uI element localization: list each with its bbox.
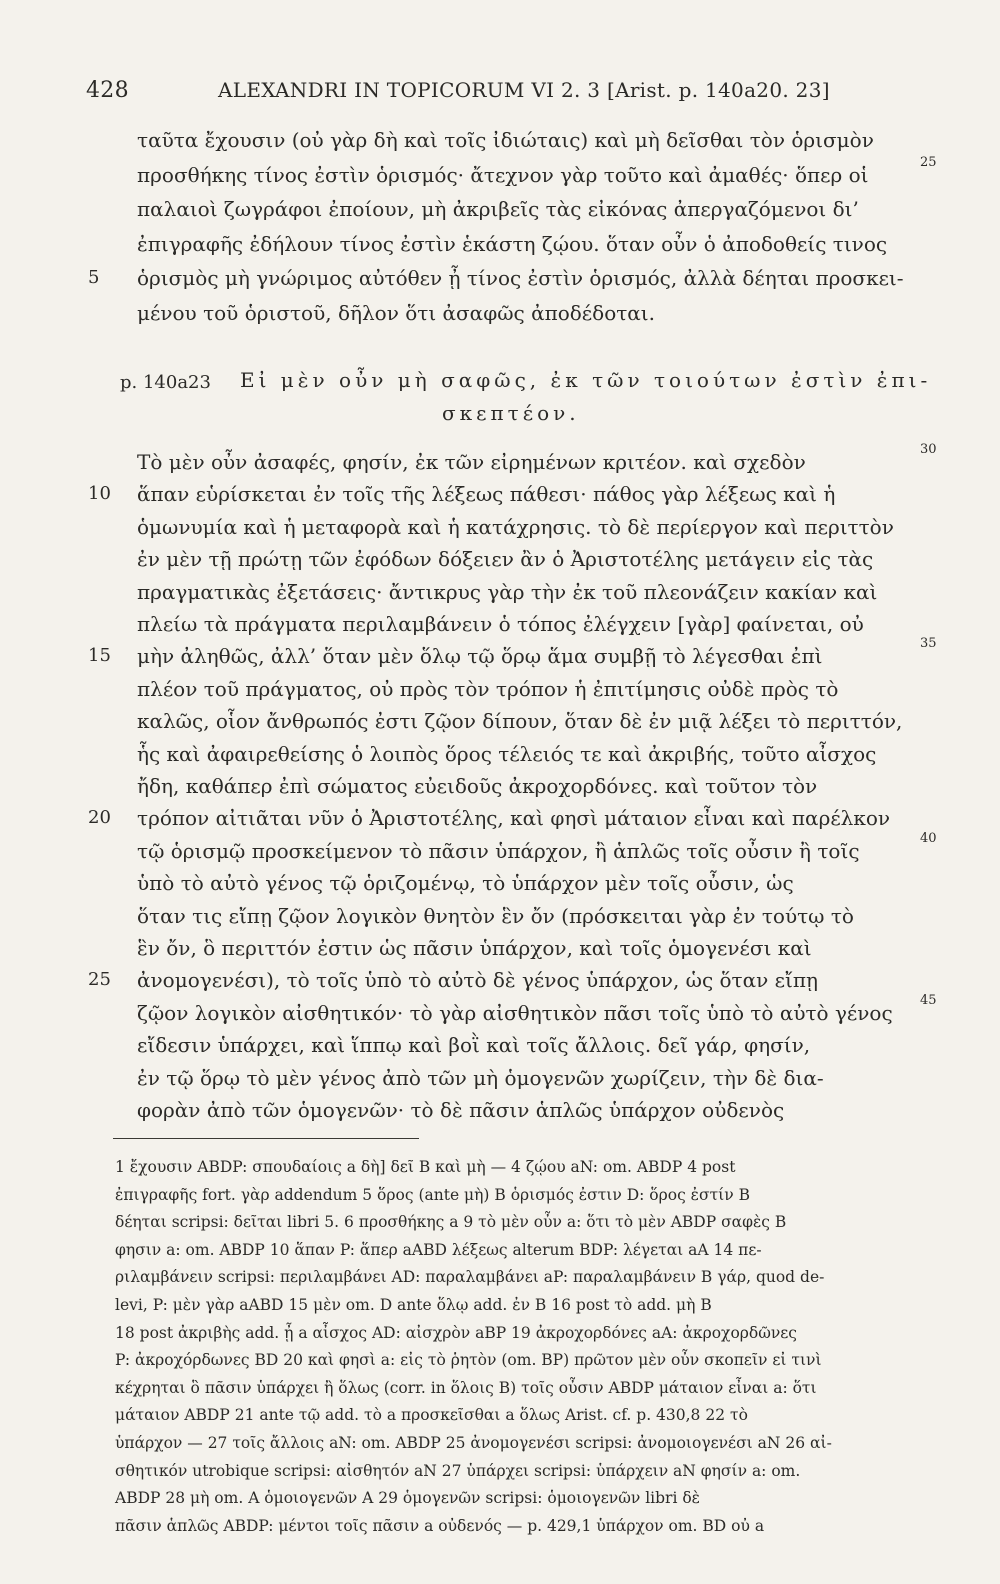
margin-line-number: 30: [920, 442, 937, 457]
margin-line-number: 45: [920, 992, 937, 1008]
body-text-line: Τὸ μὲν οὖν ἀσαφές, φησίν, ἐκ τῶν εἰρημένων κριτέον. καὶ σχεδὸν: [137, 450, 806, 474]
apparatus-line: κέχρηται ὃ πᾶσιν ὑπάρχει ἢ ὅλως (corr. in ὅλοις B) τοῖς οὖσιν ABDP μάταιον εἶναι a: ὅτι: [115, 1378, 817, 1397]
body-text-line: μὴν ἀληθῶς, ἀλλ’ ὅταν μὲν ὅλῳ τῷ ὅρῳ ἅμα συμβῇ τὸ λέγεσθαι ἐπὶ: [137, 644, 823, 669]
line-number: 15: [88, 645, 111, 667]
lemma-line-1: Εἰ μὲν οὖν μὴ σαφῶς, ἐκ τῶν τοιούτων ἐστὶν ἐπι-: [240, 368, 932, 392]
body-text-line: προσθήκης τίνος ἐστὶν ὁρισμός· ἄτεχνον γὰρ τοῦτο καὶ ἀμαθές· ὅπερ οἱ: [137, 162, 869, 187]
apparatus-line: ριλαμβάνειν scripsi: περιλαμβάνει AD: παραλαμβάνει aP: παραλαμβάνειν B γάρ, quod de-: [115, 1268, 825, 1287]
line-number: 5: [88, 267, 100, 288]
body-text-line: τρόπον αἰτιᾶται νῦν ὁ Ἀριστοτέλης, καὶ φησὶ μάταιον εἶναι καὶ παρέλκον: [137, 806, 891, 831]
body-text-line: εἴδεσιν ὑπάρχει, καὶ ἵππῳ καὶ βοῒ καὶ τοῖς ἄλλοις. δεῖ γάρ, φησίν,: [137, 1033, 811, 1058]
page-number: 428: [86, 78, 129, 103]
apparatus-line: πᾶσιν ἁπλῶς ABDP: μέντοι τοῖς πᾶσιν a οὐδενός — p. 429,1 ὑπάρχον om. BD οὐ a: [115, 1516, 765, 1535]
body-text-line: φορὰν ἀπὸ τῶν ὁμογενῶν· τὸ δὲ πᾶσιν ἁπλῶς ὑπάρχον οὐδενὸς: [137, 1098, 785, 1122]
footnote-rule: [113, 1138, 419, 1139]
lemma-line-2: σκεπτέον.: [442, 401, 580, 425]
line-number: 10: [88, 483, 111, 505]
body-text-line: ἐν μὲν τῇ πρώτῃ τῶν ἐφόδων δόξειεν ἂν ὁ Ἀριστοτέλης μετάγειν εἰς τὰς: [137, 547, 874, 572]
margin-line-number: 40: [920, 830, 937, 846]
body-text-line: ζῷον λογικὸν αἰσθητικόν· τὸ γὰρ αἰσθητικὸν πᾶσι τοῖς ὑπὸ τὸ αὐτὸ γένος: [137, 1000, 893, 1025]
body-text-line: ὅταν τις εἴπῃ ζῷον λογικὸν θνητὸν ἓν ὄν (πρόσκειται γὰρ ἐν τούτῳ τὸ: [137, 903, 854, 928]
apparatus-line: φησιν a: om. ABDP 10 ἅπαν P: ἅπερ aABD λέξεως alterum BDP: λέγεται aA 14 πε-: [115, 1240, 762, 1259]
body-text-line: πραγματικὰς ἐξετάσεις· ἄντικρυς γὰρ τὴν ἐκ τοῦ πλεονάζειν κακίαν καὶ: [137, 579, 878, 604]
apparatus-line: levi, P: μὲν γὰρ aABD 15 μὲν om. D ante ὅλῳ add. ἐν B 16 post τὸ add. μὴ B: [115, 1296, 712, 1314]
body-text-line: ἅπαν εὑρίσκεται ἐν τοῖς τῆς λέξεως πάθεσι· πάθος γὰρ λέξεως καὶ ἡ: [137, 482, 836, 507]
apparatus-line: δέηται scripsi: δεῖται libri 5. 6 προσθήκης a 9 τὸ μὲν οὖν a: ὅτι τὸ μὲν ABDP σαφὲς B: [115, 1213, 787, 1232]
apparatus-line: ἐπιγραφῆς fort. γὰρ addendum 5 ὅρος (ante μὴ) B ὁρισμός ἐστιν D: ὅρος ἐστίν B: [115, 1185, 750, 1204]
body-text-line: καλῶς, οἷον ἄνθρωπός ἐστι ζῷον δίπουν, ὅταν δὲ ἐν μιᾷ λέξει τὸ περιττόν,: [137, 709, 903, 734]
body-text-line: ὁμωνυμία καὶ ἡ μεταφορὰ καὶ ἡ κατάχρησις. τὸ δὲ περίεργον καὶ περιττὸν: [137, 514, 894, 539]
apparatus-line: P: ἀκροχόρδωνες BD 20 καὶ φησὶ a: εἰς τὸ ῥητὸν (om. BP) πρῶτον μὲν οὖν σκοπεῖν εἰ τινὶ: [115, 1351, 822, 1370]
body-text-line: ἀνομογενέσι), τὸ τοῖς ὑπὸ τὸ αὐτὸ δὲ γένος ὑπάρχον, ὡς ὅταν εἴπῃ: [137, 968, 818, 993]
body-text-line: ἐπιγραφῆς ἐδήλουν τίνος ἐστὶν ἑκάστη ζῴου. ὅταν οὖν ὁ ἀποδοθείς τινος: [137, 231, 888, 256]
lemma-reference: p. 140a23: [120, 372, 211, 393]
apparatus-line: μάταιον ABDP 21 ante τῷ add. τὸ a προσκεῖσθαι a ὅλως Arist. cf. p. 430,8 22 τὸ: [115, 1406, 748, 1425]
apparatus-line: σθητικόν utrobique scripsi: αἰσθητόν aN 27 ὑπάρχει scripsi: ὑπάρχειν aN φησίν a: om.: [115, 1461, 801, 1480]
apparatus-line: 1 ἔχουσιν ABDP: σπουδαίοις a δὴ] δεῖ B καὶ μὴ — 4 ζῴου aN: om. ABDP 4 post: [115, 1158, 736, 1176]
apparatus-line: ὑπάρχον — 27 τοῖς ἄλλοις aN: om. ABDP 25 ἀνομογενέσι scripsi: ἀνομοιογενέσι aN 26 αἰ-: [115, 1434, 832, 1452]
body-text-line: ἓν ὄν, ὃ περιττόν ἐστιν ὡς πᾶσιν ὑπάρχον, καὶ τοῖς ὁμογενέσι καὶ: [137, 936, 812, 960]
body-text-line: πλέον τοῦ πράγματος, οὐ πρὸς τὸν τρόπον ἡ ἐπιτίμησις οὐδὲ πρὸς τὸ: [137, 676, 839, 701]
margin-line-number: 35: [920, 636, 937, 652]
body-text-line: ἐν τῷ ὅρῳ τὸ μὲν γένος ἀπὸ τῶν μὴ ὁμογενῶν χωρίζειν, τὴν δὲ δια-: [137, 1065, 824, 1090]
body-text-line: ὑπὸ τὸ αὐτὸ γένος τῷ ὁριζομένῳ, τὸ ὑπάρχον μὲν τοῖς οὖσιν, ὡς: [137, 871, 794, 896]
body-text-line: παλαιοὶ ζωγράφοι ἐποίουν, μὴ ἀκριβεῖς τὰς εἰκόνας ἀπεργαζόμενοι δι’: [137, 197, 859, 221]
body-text-line: ταῦτα ἔχουσιν (οὐ γὰρ δὴ καὶ τοῖς ἰδιώταις) καὶ μὴ δεῖσθαι τὸν ὁρισμὸν: [137, 128, 874, 152]
running-title: ALEXANDRI IN TOPICORUM VI 2. 3 [Arist. p. 140a20. 23]: [218, 78, 830, 102]
body-text-line: τῷ ὁρισμῷ προσκείμενον τὸ πᾶσιν ὑπάρχον, ἢ ἁπλῶς τοῖς οὖσιν ἢ τοῖς: [137, 838, 860, 863]
body-text-line: ὁρισμὸς μὴ γνώριμος αὐτόθεν ᾖ τίνος ἐστὶν ὁρισμός, ἀλλὰ δέηται προσκει-: [137, 266, 904, 290]
apparatus-line: ABDP 28 μὴ om. A ὁμοιογενῶν A 29 ὁμογενῶν scripsi: ὁμοιογενῶν libri δὲ: [115, 1489, 700, 1508]
apparatus-line: 18 post ἀκριβὴς add. ᾖ a αἶσχος AD: αἰσχρὸν aBP 19 ἀκροχορδόνες aA: ἀκροχορδῶνες: [115, 1323, 797, 1342]
line-number: 20: [88, 807, 111, 829]
margin-line-number: 25: [920, 154, 937, 170]
body-text-line: ἤδη, καθάπερ ἐπὶ σώματος εὐειδοῦς ἀκροχορδόνες. καὶ τοῦτον τὸν: [137, 774, 818, 798]
body-text-line: μένου τοῦ ὁριστοῦ, δῆλον ὅτι ἀσαφῶς ἀποδέδοται.: [137, 300, 656, 325]
body-text-line: ἧς καὶ ἀφαιρεθείσης ὁ λοιπὸς ὅρος τέλειός τε καὶ ἀκριβής, τοῦτο αἶσχος: [137, 741, 877, 766]
line-number: 25: [88, 969, 111, 991]
page-header: [80, 74, 920, 110]
body-text-line: πλείω τὰ πράγματα περιλαμβάνειν ὁ τόπος ἐλέγχειν [γὰρ] φαίνεται, οὐ: [137, 612, 864, 636]
